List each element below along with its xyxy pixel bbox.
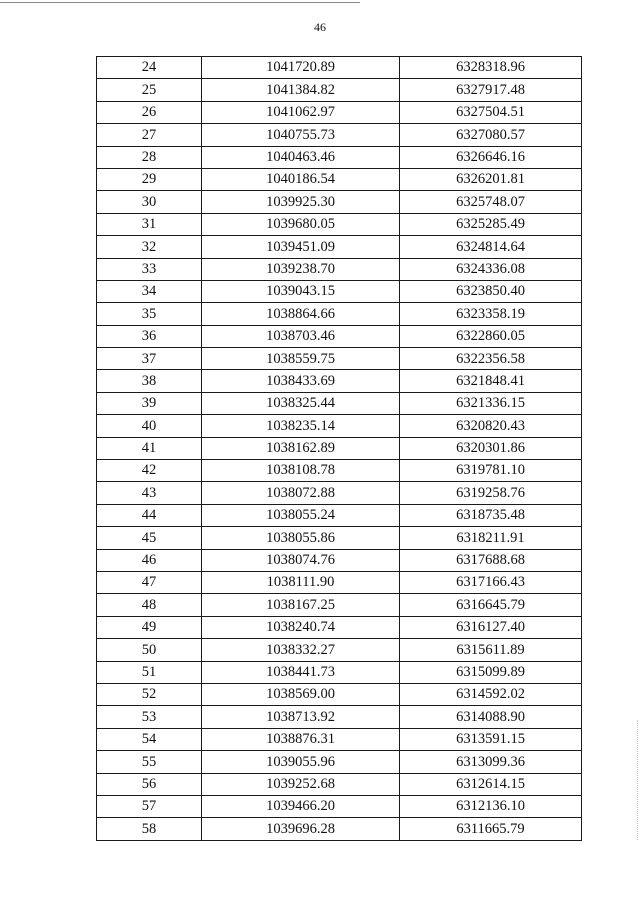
table-row [97,795,582,817]
x-coordinate-cell: 1038441.73 [202,661,400,683]
point-number-cell: 36 [97,325,202,347]
point-number-cell: 25 [97,79,202,101]
x-coordinate-cell: 1038055.86 [202,527,400,549]
point-number-cell: 41 [97,437,202,459]
x-coordinate-cell: 1038569.00 [202,683,400,705]
point-number-cell: 39 [97,392,202,414]
x-coordinate-cell: 1041062.97 [202,101,400,123]
table-row [97,706,582,728]
point-number-cell: 35 [97,303,202,325]
y-coordinate-cell: 6322860.05 [400,325,582,347]
x-coordinate-cell: 1038713.92 [202,706,400,728]
x-coordinate-cell: 1038433.69 [202,370,400,392]
y-coordinate-cell: 6325285.49 [400,213,582,235]
point-number-cell: 55 [97,751,202,773]
y-coordinate-cell: 6322356.58 [400,348,582,370]
table-row [97,751,582,773]
coordinates-table-body [97,57,582,841]
x-coordinate-cell: 1039043.15 [202,280,400,302]
point-number-cell: 31 [97,213,202,235]
table-row [97,370,582,392]
x-coordinate-cell: 1039055.96 [202,751,400,773]
table-row [97,683,582,705]
y-coordinate-cell: 6318735.48 [400,504,582,526]
table-row [97,303,582,325]
x-coordinate-cell: 1039238.70 [202,258,400,280]
point-number-cell: 45 [97,527,202,549]
y-coordinate-cell: 6312136.10 [400,795,582,817]
table-row [97,79,582,101]
y-coordinate-cell: 6323358.19 [400,303,582,325]
point-number-cell: 29 [97,168,202,190]
x-coordinate-cell: 1038332.27 [202,639,400,661]
point-number-cell: 24 [97,57,202,79]
x-coordinate-cell: 1040463.46 [202,146,400,168]
y-coordinate-cell: 6316127.40 [400,616,582,638]
x-coordinate-cell: 1038111.90 [202,571,400,593]
y-coordinate-cell: 6321336.15 [400,392,582,414]
x-coordinate-cell: 1039252.68 [202,773,400,795]
table-row [97,818,582,840]
x-coordinate-cell: 1041720.89 [202,57,400,79]
y-coordinate-cell: 6317688.68 [400,549,582,571]
x-coordinate-cell: 1038167.25 [202,594,400,616]
y-coordinate-cell: 6328318.96 [400,57,582,79]
table-row [97,168,582,190]
y-coordinate-cell: 6327504.51 [400,101,582,123]
table-row [97,348,582,370]
table-row [97,773,582,795]
x-coordinate-cell: 1038240.74 [202,616,400,638]
point-number-cell: 43 [97,482,202,504]
table-row [97,280,582,302]
point-number-cell: 42 [97,460,202,482]
x-coordinate-cell: 1041384.82 [202,79,400,101]
table-row [97,460,582,482]
point-number-cell: 44 [97,504,202,526]
y-coordinate-cell: 6327080.57 [400,124,582,146]
point-number-cell: 54 [97,728,202,750]
point-number-cell: 26 [97,101,202,123]
table-row [97,504,582,526]
x-coordinate-cell: 1039680.05 [202,213,400,235]
point-number-cell: 48 [97,594,202,616]
y-coordinate-cell: 6320820.43 [400,415,582,437]
x-coordinate-cell: 1038108.78 [202,460,400,482]
x-coordinate-cell: 1038055.24 [202,504,400,526]
coordinates-table [96,56,582,841]
point-number-cell: 34 [97,280,202,302]
y-coordinate-cell: 6326646.16 [400,146,582,168]
table-row [97,236,582,258]
point-number-cell: 52 [97,683,202,705]
y-coordinate-cell: 6313099.36 [400,751,582,773]
y-coordinate-cell: 6324336.08 [400,258,582,280]
point-number-cell: 28 [97,146,202,168]
y-coordinate-cell: 6318211.91 [400,527,582,549]
point-number-cell: 53 [97,706,202,728]
y-coordinate-cell: 6315099.89 [400,661,582,683]
x-coordinate-cell: 1040755.73 [202,124,400,146]
point-number-cell: 32 [97,236,202,258]
x-coordinate-cell: 1039466.20 [202,795,400,817]
y-coordinate-cell: 6323850.40 [400,280,582,302]
table-row [97,213,582,235]
table-row [97,482,582,504]
table-row [97,616,582,638]
table-row [97,191,582,213]
point-number-cell: 56 [97,773,202,795]
point-number-cell: 46 [97,549,202,571]
table-row [97,146,582,168]
point-number-cell: 38 [97,370,202,392]
y-coordinate-cell: 6314088.90 [400,706,582,728]
table-row [97,639,582,661]
x-coordinate-cell: 1038864.66 [202,303,400,325]
point-number-cell: 51 [97,661,202,683]
x-coordinate-cell: 1038703.46 [202,325,400,347]
point-number-cell: 33 [97,258,202,280]
y-coordinate-cell: 6311665.79 [400,818,582,840]
table-row [97,258,582,280]
table-row [97,392,582,414]
x-coordinate-cell: 1038876.31 [202,728,400,750]
point-number-cell: 50 [97,639,202,661]
y-coordinate-cell: 6316645.79 [400,594,582,616]
x-coordinate-cell: 1039925.30 [202,191,400,213]
y-coordinate-cell: 6326201.81 [400,168,582,190]
y-coordinate-cell: 6319781.10 [400,460,582,482]
y-coordinate-cell: 6320301.86 [400,437,582,459]
point-number-cell: 30 [97,191,202,213]
y-coordinate-cell: 6313591.15 [400,728,582,750]
table-row [97,415,582,437]
y-coordinate-cell: 6321848.41 [400,370,582,392]
table-row [97,57,582,79]
scan-edge-mark [636,720,638,840]
table-row [97,325,582,347]
y-coordinate-cell: 6312614.15 [400,773,582,795]
point-number-cell: 37 [97,348,202,370]
table-row [97,124,582,146]
point-number-cell: 47 [97,571,202,593]
y-coordinate-cell: 6325748.07 [400,191,582,213]
x-coordinate-cell: 1038235.14 [202,415,400,437]
x-coordinate-cell: 1038162.89 [202,437,400,459]
point-number-cell: 57 [97,795,202,817]
point-number-cell: 49 [97,616,202,638]
x-coordinate-cell: 1038072.88 [202,482,400,504]
x-coordinate-cell: 1040186.54 [202,168,400,190]
x-coordinate-cell: 1038074.76 [202,549,400,571]
point-number-cell: 27 [97,124,202,146]
x-coordinate-cell: 1038559.75 [202,348,400,370]
table-row [97,437,582,459]
table-row [97,571,582,593]
y-coordinate-cell: 6319258.76 [400,482,582,504]
y-coordinate-cell: 6317166.43 [400,571,582,593]
page-number: 46 [314,20,326,34]
table-row [97,661,582,683]
table-row [97,101,582,123]
x-coordinate-cell: 1038325.44 [202,392,400,414]
table-row [97,728,582,750]
x-coordinate-cell: 1039696.28 [202,818,400,840]
y-coordinate-cell: 6327917.48 [400,79,582,101]
y-coordinate-cell: 6315611.89 [400,639,582,661]
point-number-cell: 58 [97,818,202,840]
point-number-cell: 40 [97,415,202,437]
table-row [97,594,582,616]
table-row [97,549,582,571]
top-rule [0,2,360,3]
y-coordinate-cell: 6324814.64 [400,236,582,258]
y-coordinate-cell: 6314592.02 [400,683,582,705]
table-row [97,527,582,549]
x-coordinate-cell: 1039451.09 [202,236,400,258]
